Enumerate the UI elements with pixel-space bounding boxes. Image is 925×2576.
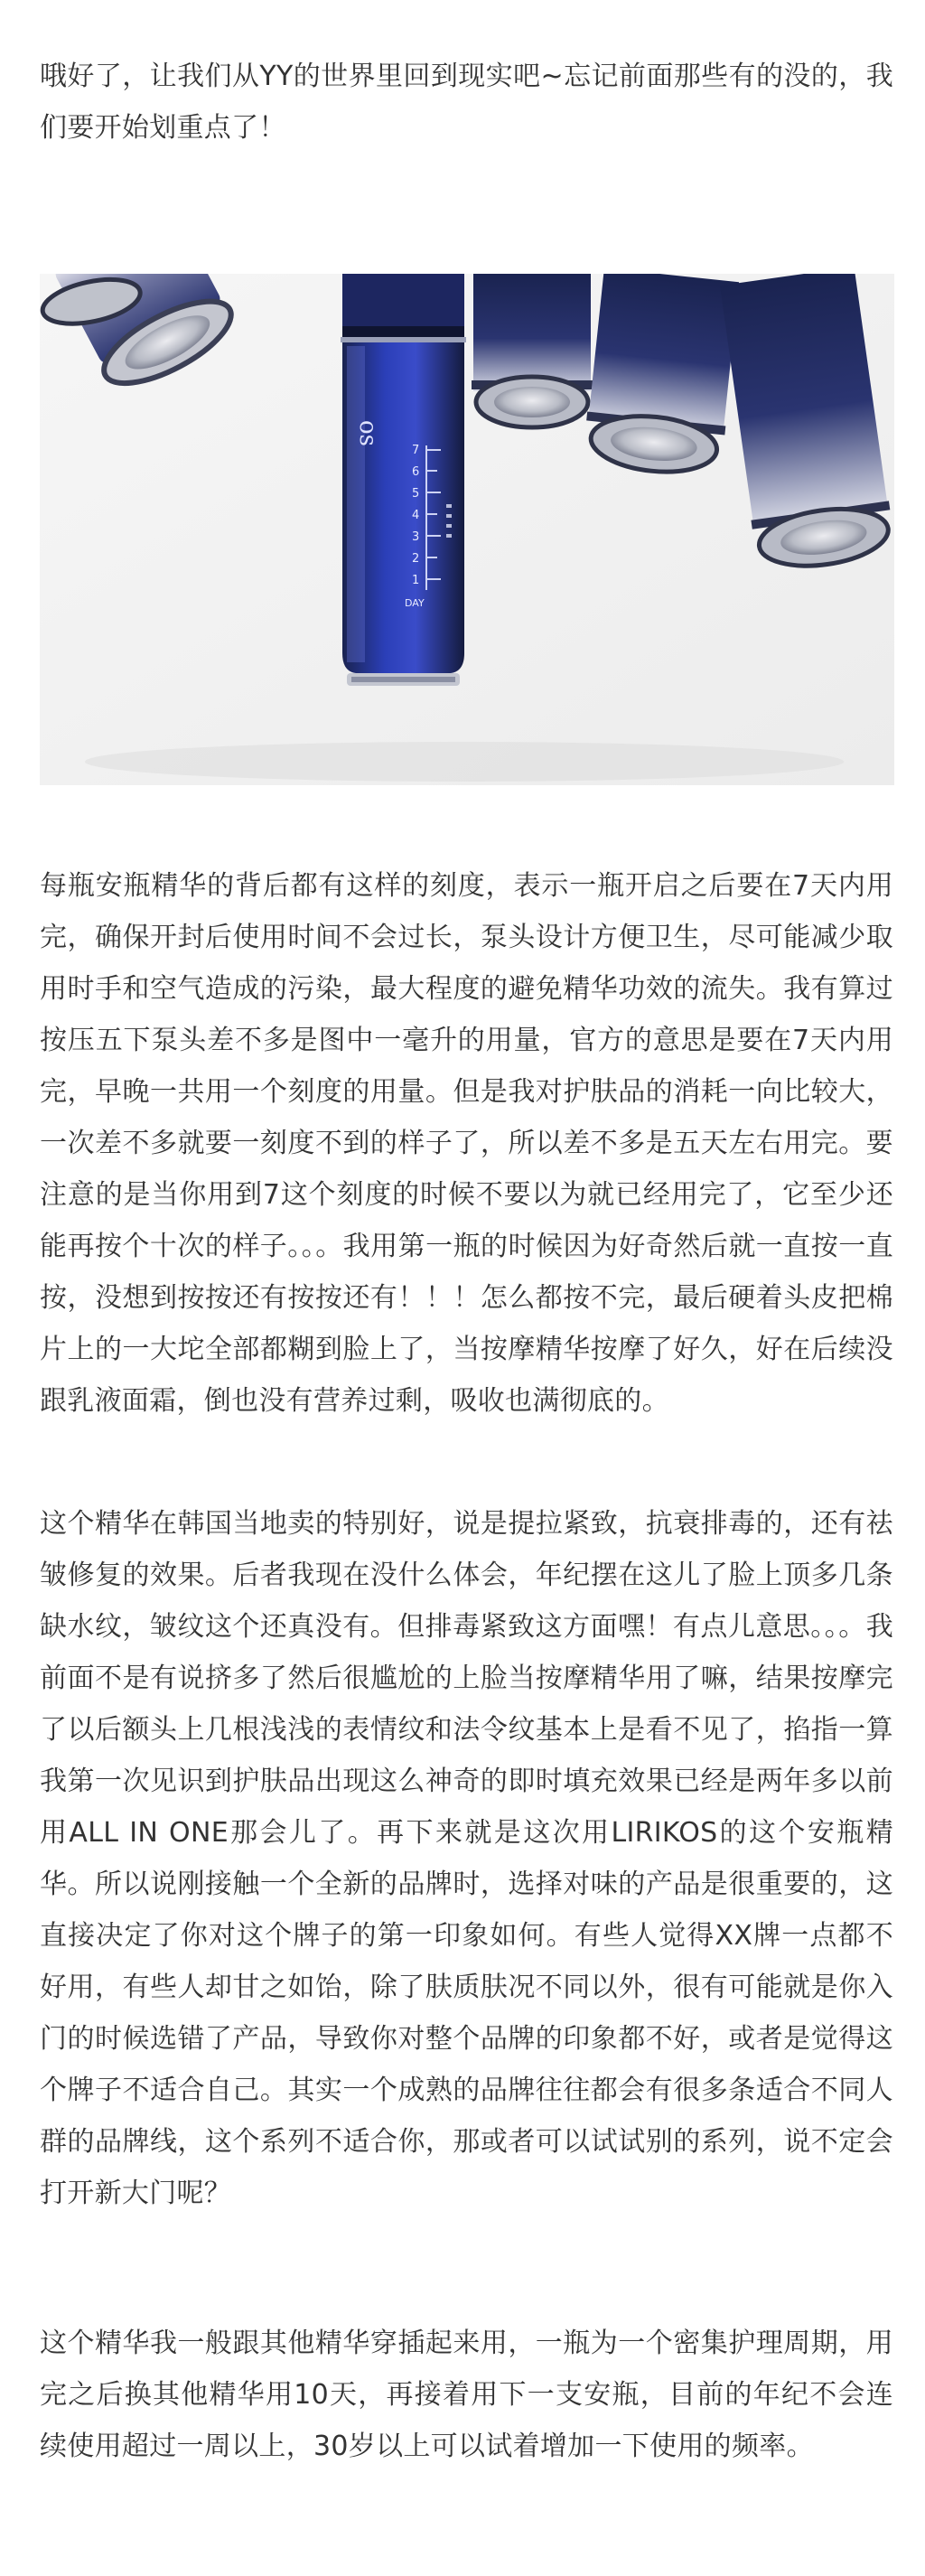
bottle-right-1 — [582, 274, 741, 478]
usage-tips-paragraph: 这个精华我一般跟其他精华穿插起来用，一瓶为一个密集护理周期，用完之后换其他精华用10天，再接着用下一支安瓶，目前的年纪不会连续使用超过一周以上，30岁以上可以试着增加一下使用的频率。 — [40, 2328, 893, 2462]
bottle-brand-fragment: os — [354, 420, 381, 446]
scale-mark-5: 5 — [412, 487, 420, 501]
ampoule-bottles-photo — [40, 274, 894, 785]
scale-mark-4: 4 — [412, 509, 420, 522]
effect-review-paragraph: 这个精华在韩国当地卖的特别好，说是提拉紧致，抗衰排毒的，还有祛皱修复的效果。后者我现在没什么体会，年纪摆在这儿了脸上顶多几条缺水纹，皱纹这个还真没有。但排毒紧致这方面嘿！有点儿意思。。。我前面不是有说挤多了然后很尴尬的上脸当按摩精华用了嘛，结果按摩完了以后额头上几根浅浅的表情纹和法令纹基本上是看不见了，掐指一算我第一次见识到护肤品出现这么神奇的即时填充效果已经是两年多以前用ALL IN ONE那会儿了。再下来就是这次用LIRIKOS的这个安瓶精华。所以说刚接触一个全新的品牌时，选择对味的产品是很重要的，这直接决定了你对这个牌子的第一印象如何。有些人觉得XX牌一点都不好用，有些人却甘之如饴，除了肤质肤况不同以外，很有可能就是你入门的时候选错了产品，导致你对整个品牌的印象都不好，或者是觉得这个牌子不适合自己。其实一个成熟的品牌往往都会有很多条适合不同人群的品牌线，这个系列不适合你，那或者可以试试别的系列，说不定会打开新大门呢？ — [40, 1508, 893, 2209]
scale-mark-3: 3 — [412, 530, 420, 544]
intro-paragraph: 哦好了，让我们从YY的世界里回到现实吧~忘记前面那些有的没的，我们要开始划重点了！ — [40, 61, 893, 144]
scale-mark-2: 2 — [412, 552, 420, 566]
bottle-center-upright — [341, 274, 466, 686]
scale-mark-7: 7 — [412, 444, 420, 457]
bottle-middle-right — [472, 274, 593, 427]
scale-mark-1: 1 — [412, 574, 420, 587]
scale-mark-day: DAY — [405, 597, 425, 609]
scale-mark-6: 6 — [412, 465, 420, 479]
scale-description-paragraph: 每瓶安瓶精华的背后都有这样的刻度，表示一瓶开启之后要在7天内用完，确保开封后使用时间不会过长，泵头设计方便卫生，尽可能减少取用时手和空气造成的污染，最大程度的避免精华功效的流失。我有算过按压五下泵头差不多是图中一毫升的用量，官方的意思是要在7天内用完，早晚一共用一个刻度的用量。但是我对护肤品的消耗一向比较大，一次差不多就要一刻度不到的样子了，所以差不多是五天左右用完。要注意的是当你用到7这个刻度的时候不要以为就已经用完了，它至少还能再按个十次的样子。。。我用第一瓶的时候因为好奇然后就一直按一直按，没想到按按还有按按还有！！！怎么都按不完，最后硬着头皮把棉片上的一大坨全部都糊到脸上了，当按摩精华按摩了好久，好在后续没跟乳液面霜，倒也没有营养过剩，吸收也满彻底的。 — [40, 870, 893, 1417]
bottles-illustration — [40, 274, 894, 785]
